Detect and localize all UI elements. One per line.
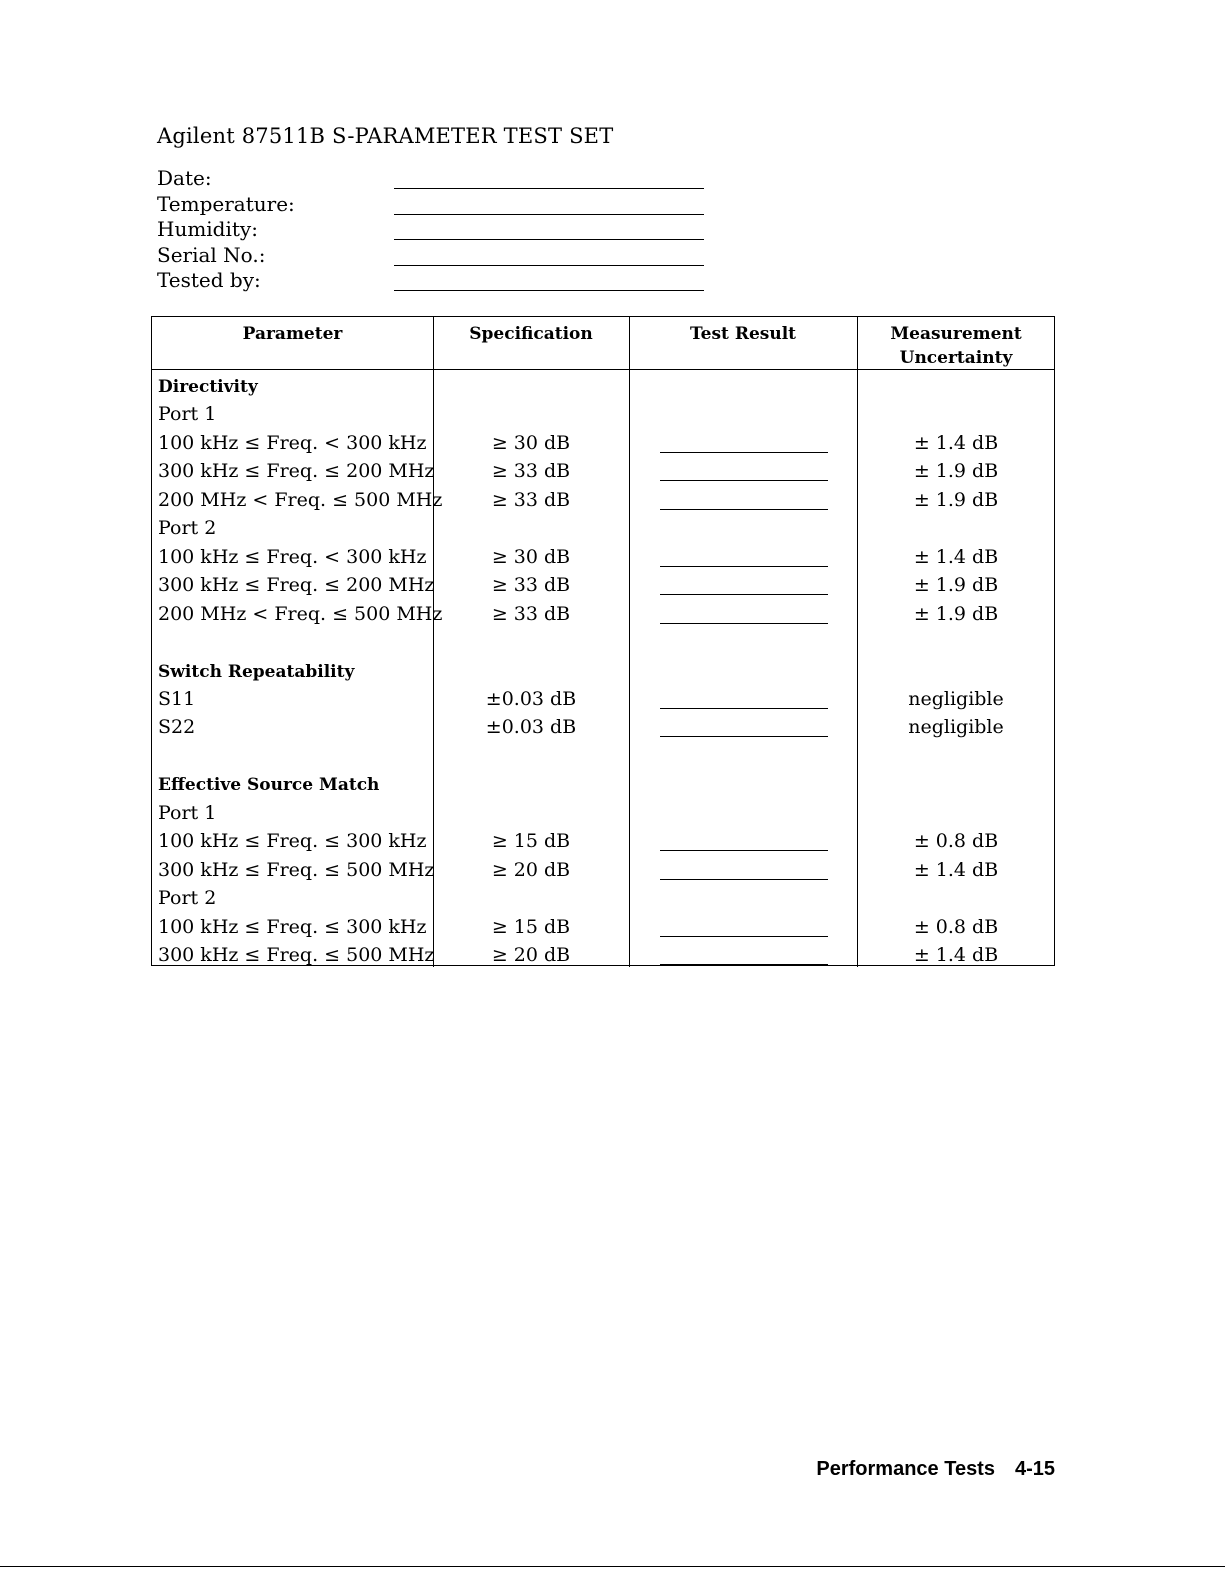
uncertainty-cell: negligible xyxy=(908,687,1004,710)
table-row xyxy=(152,601,1056,629)
uncertainty-cell: ± 1.4 dB xyxy=(913,431,999,454)
test-record-table xyxy=(151,316,1055,966)
test-result-blank-line[interactable] xyxy=(660,452,828,453)
header-test-result: Test Result xyxy=(689,324,797,344)
table-row xyxy=(152,458,1056,486)
uncertainty-cell: ± 0.8 dB xyxy=(913,915,999,938)
test-result-blank-line[interactable] xyxy=(660,879,828,880)
section-heading: Switch Repeatability xyxy=(158,661,355,682)
info-field-row xyxy=(157,243,717,269)
specification-cell: ≥ 20 dB xyxy=(491,858,571,881)
test-result-blank-line[interactable] xyxy=(660,936,828,937)
footer-page-number: 4-15 xyxy=(1014,1458,1055,1480)
uncertainty-cell: ± 1.4 dB xyxy=(913,944,999,966)
parameter-cell: Port 2 xyxy=(158,887,217,910)
parameter-cell: 100 kHz ≤ Freq. < 300 kHz xyxy=(158,545,427,568)
table-row xyxy=(152,686,1056,714)
table-row xyxy=(152,629,1056,657)
info-field-blank-line[interactable] xyxy=(394,239,704,240)
parameter-cell: 300 kHz ≤ Freq. ≤ 500 MHz xyxy=(158,858,435,881)
uncertainty-cell: ± 1.4 dB xyxy=(913,858,999,881)
specification-cell: ±0.03 dB xyxy=(485,687,577,710)
table-row xyxy=(152,373,1056,401)
test-result-blank-line[interactable] xyxy=(660,736,828,737)
parameter-cell: 300 kHz ≤ Freq. ≤ 200 MHz xyxy=(158,574,435,597)
parameter-cell: Port 2 xyxy=(158,517,217,540)
table-row xyxy=(152,800,1056,828)
parameter-cell: 300 kHz ≤ Freq. ≤ 500 MHz xyxy=(158,944,435,966)
table-row xyxy=(152,942,1056,970)
specification-cell: ≥ 33 dB xyxy=(491,488,571,511)
table-row xyxy=(152,544,1056,572)
info-field-row xyxy=(157,268,717,294)
specification-cell: ≥ 15 dB xyxy=(491,915,571,938)
table-row xyxy=(152,515,1056,543)
table-row xyxy=(152,430,1056,458)
table-row xyxy=(152,885,1056,913)
info-field-label: Date: xyxy=(157,166,212,190)
specification-cell: ≥ 33 dB xyxy=(491,574,571,597)
info-field-label: Serial No.: xyxy=(157,242,266,267)
test-result-blank-line[interactable] xyxy=(660,480,828,481)
parameter-cell: 200 MHz < Freq. ≤ 500 MHz xyxy=(158,602,443,625)
uncertainty-cell: negligible xyxy=(908,716,1004,739)
specification-cell: ≥ 33 dB xyxy=(491,602,571,625)
uncertainty-cell: ± 0.8 dB xyxy=(913,830,999,853)
table-row xyxy=(152,771,1056,799)
test-result-blank-line[interactable] xyxy=(660,964,828,965)
specification-cell: ≥ 30 dB xyxy=(491,431,571,454)
info-field-blank-line[interactable] xyxy=(394,265,704,266)
info-field-blank-line[interactable] xyxy=(394,214,704,215)
page-bottom-rule xyxy=(0,1566,1225,1567)
uncertainty-cell: ± 1.4 dB xyxy=(913,545,999,568)
header-uncertainty-line2: Uncertainty xyxy=(899,348,1013,368)
specification-cell: ≥ 20 dB xyxy=(491,944,571,966)
uncertainty-cell: ± 1.9 dB xyxy=(913,488,999,511)
specification-cell: ±0.03 dB xyxy=(485,716,577,739)
test-result-blank-line[interactable] xyxy=(660,708,828,709)
test-result-blank-line[interactable] xyxy=(660,509,828,510)
parameter-cell: Port 1 xyxy=(158,403,217,426)
table-row xyxy=(152,401,1056,429)
test-result-blank-line[interactable] xyxy=(660,594,828,595)
table-row xyxy=(152,658,1056,686)
table-row xyxy=(152,828,1056,856)
info-field-label: Humidity: xyxy=(157,217,258,241)
page-footer xyxy=(796,1458,1055,1481)
info-field-blank-line[interactable] xyxy=(394,290,704,291)
section-heading: Effective Source Match xyxy=(158,775,380,796)
uncertainty-cell: ± 1.9 dB xyxy=(913,460,999,483)
specification-cell: ≥ 15 dB xyxy=(491,830,571,853)
parameter-cell: 100 kHz ≤ Freq. ≤ 300 kHz xyxy=(158,830,427,853)
section-heading: Directivity xyxy=(158,377,258,397)
document-title: Agilent 87511B S-PARAMETER TEST SET xyxy=(157,124,614,148)
header-uncertainty xyxy=(857,322,1055,370)
parameter-cell: 100 kHz ≤ Freq. < 300 kHz xyxy=(158,431,427,454)
info-field-label: Tested by: xyxy=(157,268,261,292)
specification-cell: ≥ 30 dB xyxy=(491,545,571,568)
table-row xyxy=(152,572,1056,600)
specification-cell: ≥ 33 dB xyxy=(491,460,571,483)
parameter-cell: Port 1 xyxy=(158,801,217,824)
parameter-cell: S22 xyxy=(158,716,196,739)
info-field-row xyxy=(157,192,717,218)
test-result-blank-line[interactable] xyxy=(660,850,828,851)
parameter-cell: 200 MHz < Freq. ≤ 500 MHz xyxy=(158,488,443,511)
parameter-cell: 300 kHz ≤ Freq. ≤ 200 MHz xyxy=(158,460,435,483)
uncertainty-cell: ± 1.9 dB xyxy=(913,602,999,625)
info-field-blank-line[interactable] xyxy=(394,188,704,189)
info-field-row xyxy=(157,166,717,192)
table-row xyxy=(152,487,1056,515)
table-row xyxy=(152,743,1056,771)
header-specification: Specification xyxy=(469,324,593,344)
footer-section-title: Performance Tests xyxy=(816,1458,995,1480)
header-parameter: Parameter xyxy=(242,324,343,344)
test-result-blank-line[interactable] xyxy=(660,566,828,567)
table-row xyxy=(152,714,1056,742)
table-row xyxy=(152,914,1056,942)
parameter-cell: 100 kHz ≤ Freq. ≤ 300 kHz xyxy=(158,915,427,938)
parameter-cell: S11 xyxy=(158,687,196,710)
header-uncertainty-line1: Measurement xyxy=(890,324,1022,344)
uncertainty-cell: ± 1.9 dB xyxy=(913,574,999,597)
test-result-blank-line[interactable] xyxy=(660,623,828,624)
info-field-label: Temperature: xyxy=(157,191,295,216)
info-field-row xyxy=(157,217,717,243)
table-row xyxy=(152,857,1056,885)
